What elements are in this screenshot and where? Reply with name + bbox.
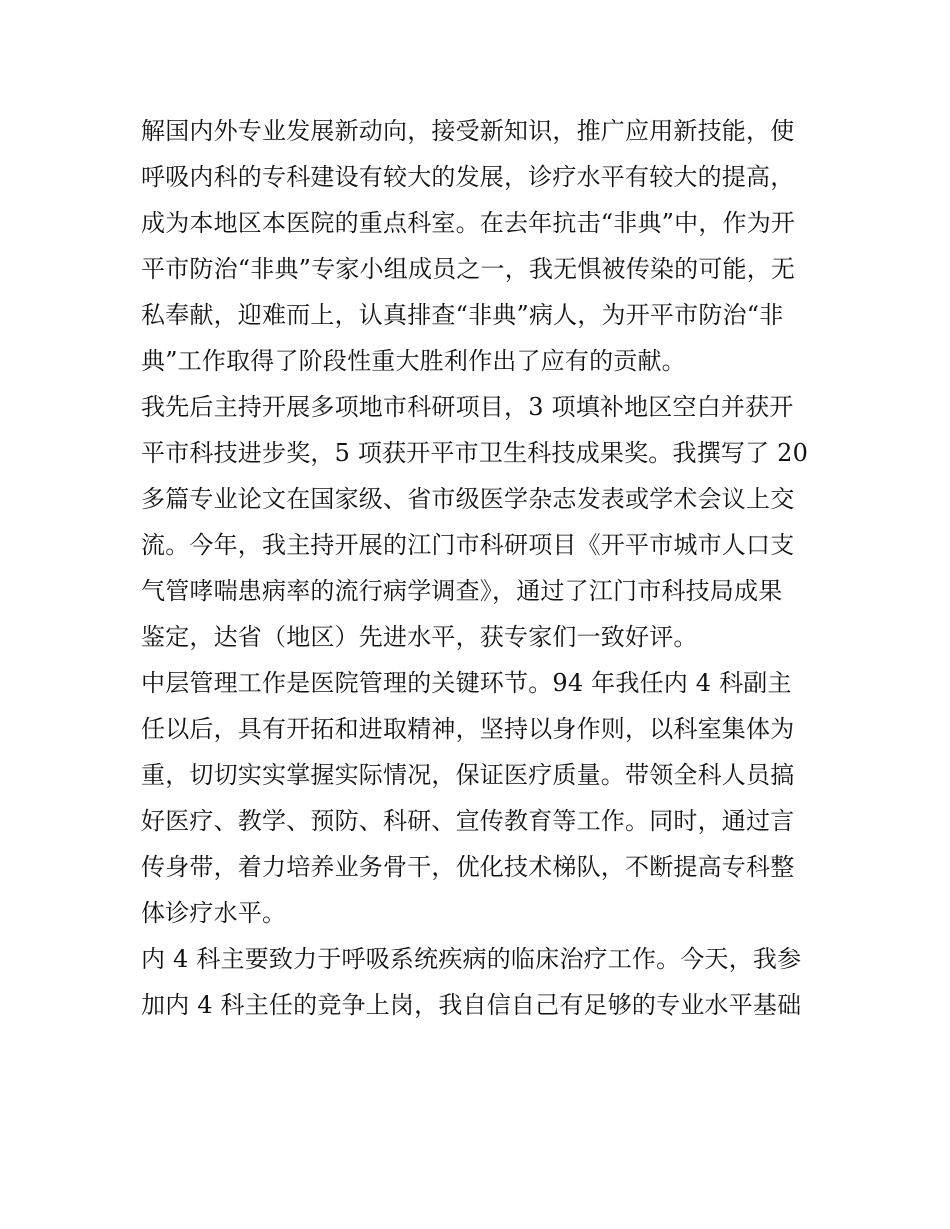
- text-line: 我先后主持开展多项地市科研项目，3 项填补地区空白并获开: [141, 393, 794, 421]
- paragraph: [141, 108, 821, 384]
- text-line: 多篇专业论文在国家级、省市级医学杂志发表或学术会议上交: [141, 485, 795, 513]
- text-line: 呼吸内科的专科建设有较大的发展，诊疗水平有较大的提高，: [141, 163, 795, 191]
- text-line: 任以后，具有开拓和进取精神，坚持以身作则，以科室集体为: [141, 715, 795, 743]
- text-line: 私奉献，迎难而上，认真排查“非典”病人，为开平市防治“非: [141, 301, 784, 329]
- text-line: 鉴定，达省（地区）先进水平，获专家们一致好评。: [141, 623, 698, 651]
- text-line: 流。今年，我主持开展的江门市科研项目《开平市城市人口支: [141, 531, 795, 559]
- text-line: 重，切切实实掌握实际情况，保证医疗质量。带领全科人员搞: [141, 761, 795, 789]
- paragraph: [141, 936, 821, 1028]
- text-line: 体诊疗水平。: [141, 899, 287, 927]
- text-line: 加内 4 科主任的竞争上岗，我自信自己有足够的专业水平基础: [141, 991, 802, 1019]
- text-line: 典”工作取得了阶段性重大胜利作出了应有的贡献。: [141, 347, 686, 375]
- document-body: [141, 108, 821, 1028]
- text-line: 解国内外专业发展新动向，接受新知识，推广应用新技能，使: [141, 117, 795, 145]
- text-line: 传身带，着力培养业务骨干，优化技术梯队，不断提高专科整: [141, 853, 795, 881]
- text-line: 内 4 科主要致力于呼吸系统疾病的临床治疗工作。今天，我参: [141, 945, 802, 973]
- text-line: 好医疗、教学、预防、科研、宣传教育等工作。同时，通过言: [141, 807, 795, 835]
- text-line: 平市防治“非典”专家小组成员之一，我无惧被传染的可能，无: [141, 255, 796, 283]
- text-line: 中层管理工作是医院管理的关键环节。94 年我任内 4 科副主: [141, 669, 792, 697]
- text-line: 平市科技进步奖，5 项获开平市卫生科技成果奖。我撰写了 20: [141, 439, 809, 467]
- paragraph: [141, 384, 821, 660]
- text-line: 气管哮喘患病率的流行病学调查》，通过了江门市科技局成果: [141, 577, 783, 605]
- paragraph: [141, 660, 821, 936]
- text-line: 成为本地区本医院的重点科室。在去年抗击“非典”中，作为开: [141, 209, 796, 237]
